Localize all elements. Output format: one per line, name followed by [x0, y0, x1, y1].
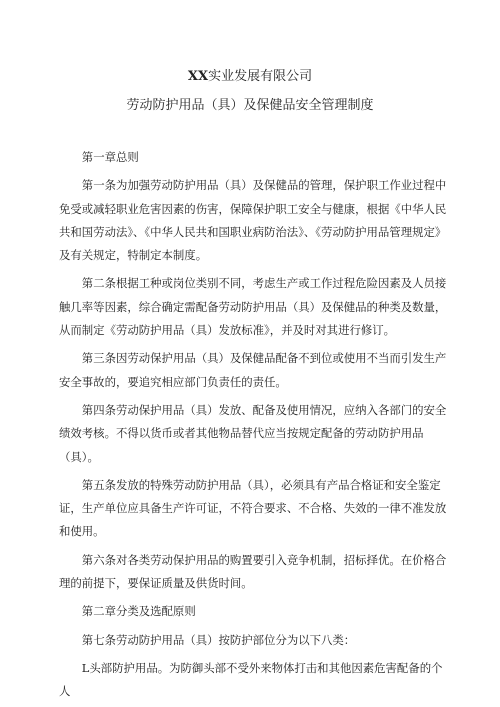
document-title: 劳动防护用品（具）及保健品安全管理制度 [126, 98, 374, 113]
article-paragraph: L头部防护用品。为防御头部不受外来物体打击和其他因素危害配备的个人 [59, 660, 443, 699]
company-suffix: 实业发展有限公司 [208, 69, 313, 84]
article-paragraph: 第七条劳动防护用品（具）按防护部位分为以下八类： [81, 632, 356, 647]
company-name [0, 68, 500, 86]
document-body [59, 146, 451, 704]
article-paragraph: 第六条对各类劳动保护用品的购置要引入竞争机制，招标择优。在价格合理的前提下，要保证质量及供货时间。 [59, 552, 447, 591]
chapter-heading: 第一章总则 [81, 150, 139, 164]
chapter-heading: 第二章分类及选配原则 [81, 604, 196, 619]
article-paragraph: 第四条劳动保护用品（具）发放、配备及使用情况，应纳入各部门的安全绩效考核。不得以货币或者其他物品替代应当按规定配备的劳动防护用品（具）。 [59, 402, 447, 464]
article-paragraph: 第五条发放的特殊劳动防护用品（具），必须具有产品合格证和安全鉴定证，生产单位应具备生产许可证，不符合要求、不合格、失效的一律不准发放和使用。 [59, 477, 447, 539]
article-paragraph: 第二条根据工种或岗位类别不同，考虑生产或工作过程危险因素及人员接触几率等因素，综合确定需配备劳动防护用品（具）及保健品的种类及数量，从而制定《劳动防护用品（具）发放标准》，并及时对其进行修订。 [59, 276, 447, 338]
company-prefix: XX [187, 69, 209, 84]
article-paragraph: 第三条因劳动保护用品（具）及保健品配备不到位或使用不当而引发生产安全事故的，要追究相应部门负责任的责任。 [59, 351, 447, 389]
article-paragraph: 第一条为加强劳动防护用品（具）及保健品的管理，保护职工作业过程中免受或减轻职业危害因素的伤害，保障保护职工安全与健康，根据《中华人民共和国劳动法》、《中华人民共和国职业病防治法》、《劳动防护用品管理规定》及有关规定，特制定本制度。 [59, 178, 447, 263]
